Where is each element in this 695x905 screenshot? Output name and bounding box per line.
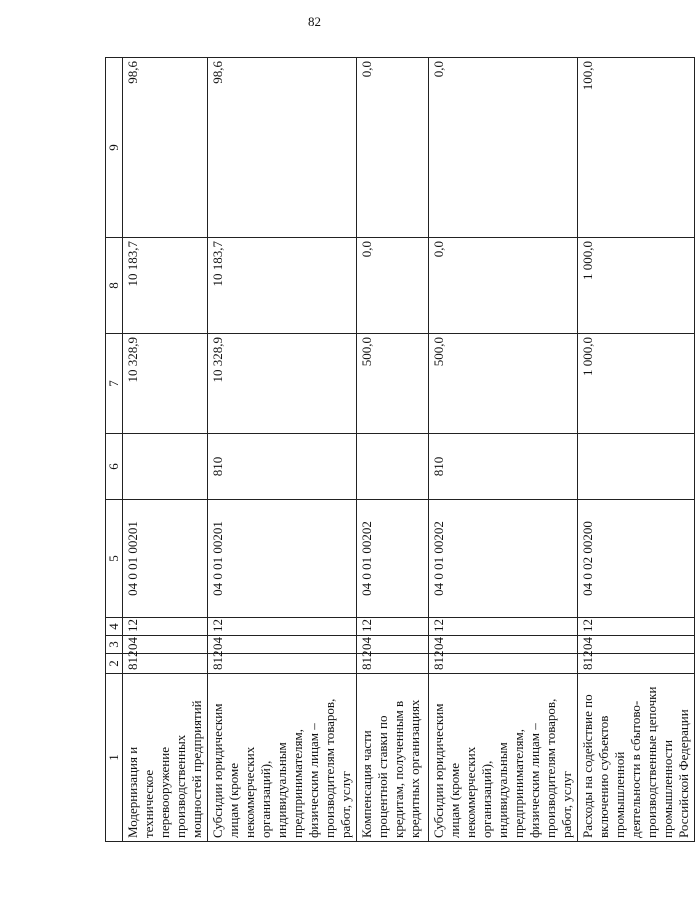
cell-c6 <box>578 434 695 500</box>
cell-c9: 98,6 <box>208 58 357 238</box>
cell-c8: 1 000,0 <box>578 238 695 334</box>
table-row <box>429 58 578 842</box>
cell-c7: 500,0 <box>357 334 429 434</box>
cell-c4: 12 <box>123 618 208 636</box>
cell-c3: 04 <box>208 636 357 654</box>
table-row <box>208 58 357 842</box>
row-name: Компенсация части процентной ставки по кредитам, полученным в кредитных организациях <box>357 674 429 842</box>
page-number: 82 <box>308 14 321 29</box>
cell-c6 <box>357 434 429 500</box>
table-header-row <box>106 58 123 842</box>
cell-c6 <box>123 434 208 500</box>
header-cell: 7 <box>106 334 123 434</box>
cell-c7: 10 328,9 <box>123 334 208 434</box>
budget-table <box>105 57 695 842</box>
rotated-table-container <box>105 58 691 842</box>
table-row <box>123 58 208 842</box>
header-cell: 1 <box>106 674 123 842</box>
cell-c8: 0,0 <box>357 238 429 334</box>
cell-c3: 04 <box>429 636 578 654</box>
cell-c6: 810 <box>208 434 357 500</box>
cell-c7: 1 000,0 <box>578 334 695 434</box>
cell-c3: 04 <box>123 636 208 654</box>
cell-c5: 04 0 01 00202 <box>429 500 578 618</box>
cell-c9: 0,0 <box>429 58 578 238</box>
cell-c6: 810 <box>429 434 578 500</box>
header-cell: 8 <box>106 238 123 334</box>
cell-c5: 04 0 02 00200 <box>578 500 695 618</box>
cell-c3: 04 <box>357 636 429 654</box>
row-name: Субсидии юридическим лицам (кроме некоммерческих организаций), индивидуальным предпринимателям, физическим лицам – производителям товаров, работ, услуг <box>208 674 357 842</box>
cell-c8: 10 183,7 <box>123 238 208 334</box>
table-row <box>357 58 429 842</box>
cell-c9: 0,0 <box>357 58 429 238</box>
cell-c2: 812 <box>429 654 578 674</box>
row-name: Модернизация и техническое перевооружение производственных мощностей предприятий <box>123 674 208 842</box>
header-cell: 9 <box>106 58 123 238</box>
cell-c2: 812 <box>208 654 357 674</box>
cell-c8: 10 183,7 <box>208 238 357 334</box>
cell-c7: 10 328,9 <box>208 334 357 434</box>
header-cell: 5 <box>106 500 123 618</box>
cell-c2: 812 <box>578 654 695 674</box>
cell-c4: 12 <box>578 618 695 636</box>
table-row <box>578 58 695 842</box>
cell-c3: 04 <box>578 636 695 654</box>
cell-c2: 812 <box>357 654 429 674</box>
row-name: Субсидии юридическим лицам (кроме некоммерческих организаций), индивидуальным предпринимателям, физическим лицам – производителям товаров, работ, услуг <box>429 674 578 842</box>
cell-c8: 0,0 <box>429 238 578 334</box>
header-cell: 6 <box>106 434 123 500</box>
cell-c4: 12 <box>429 618 578 636</box>
cell-c5: 04 0 01 00201 <box>123 500 208 618</box>
cell-c9: 98,6 <box>123 58 208 238</box>
cell-c9: 100,0 <box>578 58 695 238</box>
cell-c5: 04 0 01 00202 <box>357 500 429 618</box>
header-cell: 2 <box>106 654 123 674</box>
cell-c2: 812 <box>123 654 208 674</box>
cell-c7: 500,0 <box>429 334 578 434</box>
header-cell: 4 <box>106 618 123 636</box>
cell-c4: 12 <box>208 618 357 636</box>
header-cell: 3 <box>106 636 123 654</box>
cell-c4: 12 <box>357 618 429 636</box>
row-name: Расходы на содействие по включению субъектов промышленной деятельности в сбытово-производственные цепочки промышленности Российской Федерации <box>578 674 695 842</box>
cell-c5: 04 0 01 00201 <box>208 500 357 618</box>
